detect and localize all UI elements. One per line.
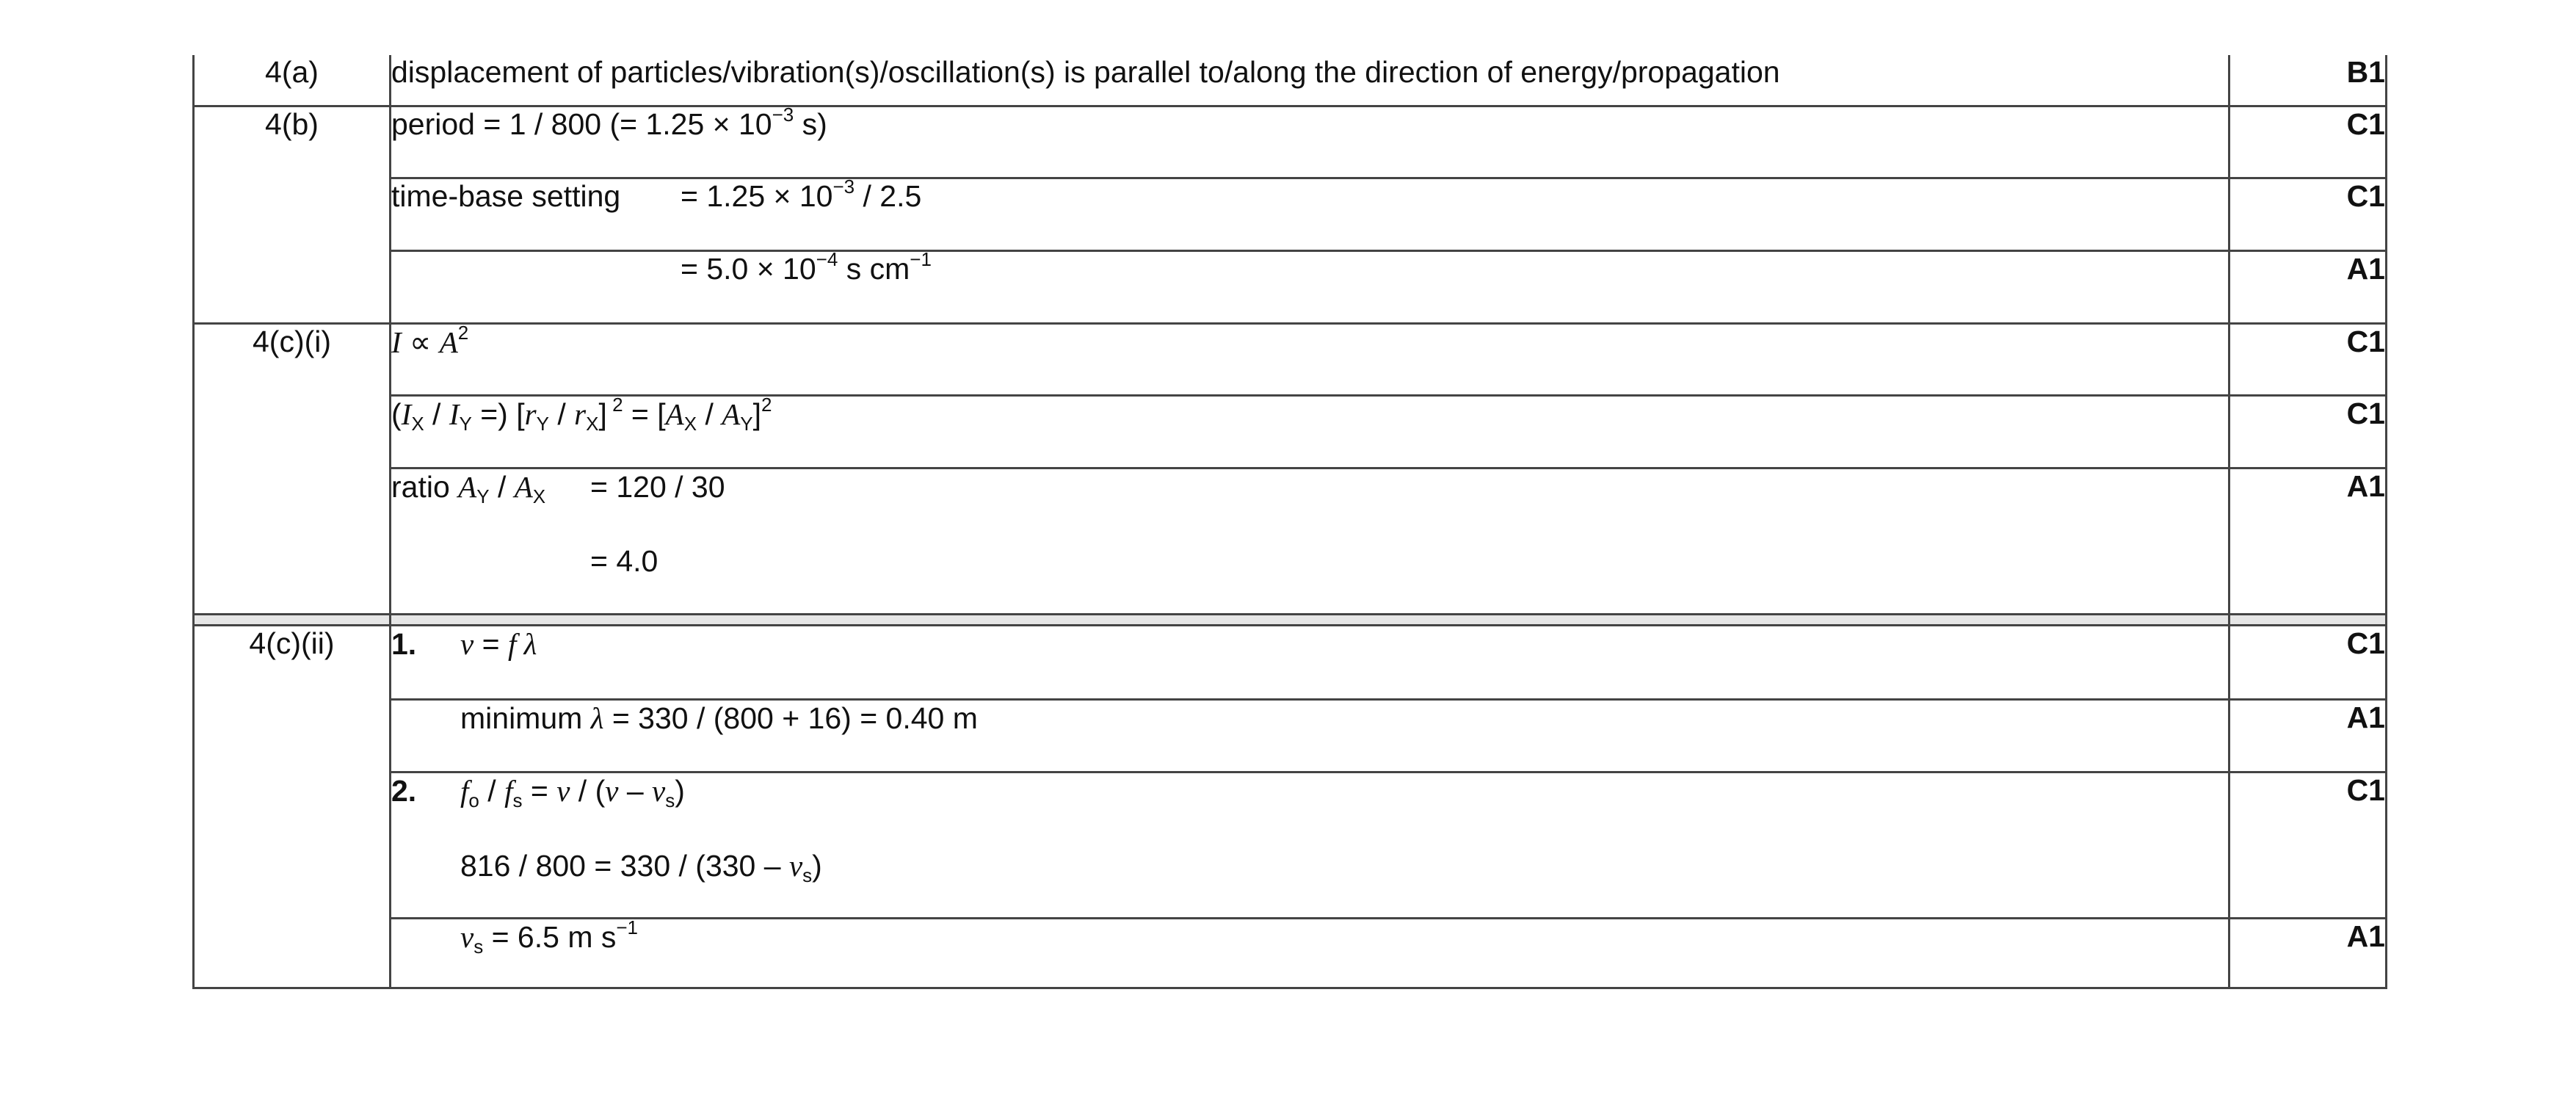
symbol: ] [598, 397, 607, 431]
symbol: A [722, 397, 741, 431]
mark-cell: B1 [2229, 55, 2387, 106]
answer-cell [391, 55, 2229, 106]
symbol: f [507, 627, 517, 661]
subscript: Y [740, 413, 753, 435]
mark-cell: C1 [2229, 396, 2387, 468]
symbol: / [489, 470, 515, 504]
subscript: s [474, 936, 484, 958]
row-4ci-3 [194, 468, 2387, 615]
part-number: 2. [391, 774, 417, 808]
symbol: A [439, 325, 458, 359]
symbol: / [548, 397, 575, 431]
answer-text: 816 / 800 = 330 / (330 – [460, 849, 789, 883]
answer-cell [391, 106, 2229, 178]
row-4cii-1 [194, 626, 2387, 700]
answer-cell [391, 626, 2229, 700]
symbol: / ( [570, 774, 606, 808]
part-number: 1. [391, 627, 417, 661]
answer-cell [391, 772, 2229, 919]
answer-text: period = 1 / 800 (= 1.25 × 10 [391, 107, 772, 141]
mark-scheme-table [192, 55, 2387, 989]
section-divider [194, 615, 2387, 626]
symbol: I [449, 397, 460, 431]
answer-line [391, 55, 2228, 105]
symbol: – [618, 774, 653, 808]
answer-text: s) [794, 107, 827, 141]
mark-cell: C1 [2229, 324, 2387, 396]
mark-cell: C1 [2229, 106, 2387, 178]
subscript: o [468, 789, 479, 811]
symbol: = [474, 627, 508, 661]
symbol: / [424, 397, 449, 431]
subscript: s [802, 864, 813, 886]
symbol: = [ [623, 397, 666, 431]
subscript: Y [459, 413, 472, 435]
mark-cell: A1 [2229, 919, 2387, 988]
answer-cell [391, 324, 2229, 396]
row-4cii-3 [194, 772, 2387, 919]
symbol: v [556, 774, 570, 808]
answer-text: = 5.0 × 10 [681, 252, 816, 286]
symbol: / [479, 774, 505, 808]
symbol: v [788, 849, 803, 883]
mark-cell: A1 [2229, 251, 2387, 324]
answer-cell [391, 396, 2229, 468]
symbol: = [522, 774, 557, 808]
row-4a [194, 55, 2387, 106]
question-number: 4(c)(ii) [194, 626, 391, 988]
symbol: v [460, 920, 474, 954]
symbol: v [460, 627, 474, 661]
answer-cell [391, 916, 2229, 988]
symbol: ) [675, 774, 685, 808]
row-4cii-4 [194, 919, 2387, 988]
symbol: r [524, 397, 537, 431]
mark-cell: A1 [2229, 468, 2387, 615]
symbol: f [460, 774, 469, 808]
symbol: λ [590, 701, 604, 735]
question-number: 4(c)(i) [194, 324, 391, 615]
symbol: v [652, 774, 666, 808]
answer-line [391, 469, 2228, 544]
row-4ci-1 [194, 324, 2387, 396]
mark-cell: C1 [2229, 626, 2387, 700]
symbol: ] [752, 397, 762, 431]
mark-cell: C1 [2229, 772, 2387, 919]
answer-line [391, 773, 2228, 848]
answer-text: displacement of particles/vibration(s)/oscillation(s) is parallel to/along the direction of energy/propagation [391, 55, 1780, 89]
answer-text: / 2.5 [855, 179, 922, 213]
answer-cell [391, 178, 2229, 251]
symbol: / [697, 397, 722, 431]
answer-text: = 1.25 × 10 [681, 179, 833, 213]
symbol: =) [ [471, 397, 525, 431]
exponent: 2 [761, 394, 772, 416]
answer-text: = 330 / (800 + 16) = 0.40 m [603, 701, 978, 735]
row-4b-1 [194, 106, 2387, 178]
question-number: 4(a) [194, 55, 391, 106]
symbol: ( [391, 397, 402, 431]
answer-cell [391, 468, 2229, 615]
answer-text: s cm [838, 252, 910, 286]
answer-label: time-base setting [391, 179, 621, 213]
mark-cell: A1 [2229, 700, 2387, 772]
symbol: ∝ [401, 325, 440, 359]
answer-label: ratio [391, 470, 459, 504]
subscript: Y [476, 485, 490, 507]
symbol: I [391, 325, 402, 359]
answer-text: = 120 / 30 [590, 470, 725, 504]
answer-line [391, 544, 2228, 579]
symbol: A [514, 470, 533, 504]
symbol: A [665, 397, 684, 431]
symbol: ) [812, 849, 822, 883]
exponent: 2 [457, 322, 469, 344]
subscript: X [586, 413, 599, 435]
subscript: X [411, 413, 424, 435]
exponent: −1 [616, 916, 639, 938]
subscript: X [532, 485, 546, 507]
exponent: −1 [910, 248, 932, 270]
row-4b-3 [194, 251, 2387, 324]
exponent: −4 [816, 248, 838, 270]
symbol: A [458, 470, 477, 504]
question-number: 4(b) [194, 106, 391, 324]
subscript: s [512, 789, 523, 811]
answer-text: = 4.0 [590, 544, 658, 578]
answer-cell [391, 700, 2229, 772]
row-4ci-2 [194, 396, 2387, 468]
symbol: v [605, 774, 619, 808]
exponent: −3 [772, 104, 794, 126]
exponent: −3 [832, 176, 855, 198]
subscript: Y [536, 413, 549, 435]
subscript: X [683, 413, 697, 435]
answer-line [391, 848, 2228, 886]
symbol: r [574, 397, 587, 431]
symbol: I [401, 397, 412, 431]
symbol: λ [516, 627, 537, 661]
row-4b-2 [194, 178, 2387, 251]
mark-cell: C1 [2229, 178, 2387, 251]
exponent: 2 [606, 394, 623, 416]
row-4cii-2 [194, 700, 2387, 772]
answer-cell [391, 248, 2229, 324]
answer-text: minimum [460, 701, 591, 735]
answer-text: = 6.5 m s [483, 920, 617, 954]
subscript: s [665, 789, 675, 811]
symbol: f [504, 774, 513, 808]
